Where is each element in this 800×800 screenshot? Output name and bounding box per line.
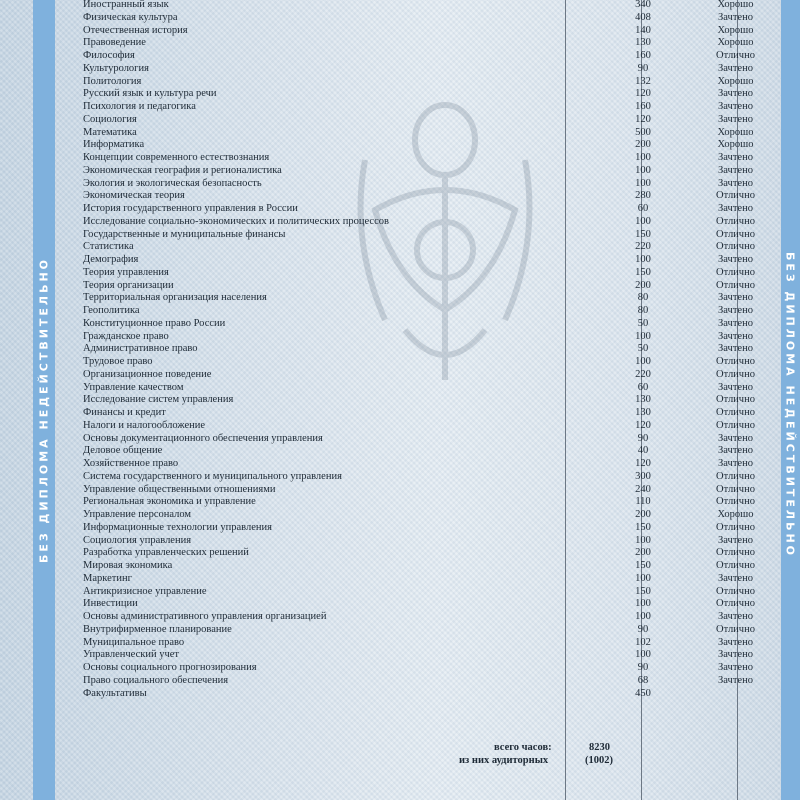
subject-grade: Зачтено xyxy=(718,292,753,304)
subject-name: Управление общественными отношениями xyxy=(83,483,276,495)
subject-grade: Отлично xyxy=(716,50,755,61)
subject-hours: 100 xyxy=(635,177,651,189)
subject-hours: 100 xyxy=(635,330,651,342)
subject-name: Русский язык и культура речи xyxy=(83,88,217,100)
total-hours-value: 8230 xyxy=(589,742,610,753)
subject-hours: 100 xyxy=(635,215,651,227)
subject-name: Философия xyxy=(83,50,135,61)
table-row xyxy=(83,280,783,293)
subject-grade: Зачтено xyxy=(718,177,753,189)
subject-name: Социология управления xyxy=(83,534,192,546)
table-row xyxy=(83,509,783,522)
subject-grade: Зачтено xyxy=(718,445,753,457)
subject-name: Основы документационного обеспечения управления xyxy=(83,432,323,444)
subject-name: Физическая культура xyxy=(83,11,178,23)
subject-grade: Отлично xyxy=(716,266,755,278)
subject-grade: Отлично xyxy=(716,407,755,418)
subject-hours: 130 xyxy=(635,407,651,418)
subject-name: Основы административного управления организацией xyxy=(83,611,327,622)
subject-hours: 90 xyxy=(637,432,649,444)
subject-name: Экономическая география и регионалистика xyxy=(83,164,282,176)
subject-hours: 60 xyxy=(637,381,649,393)
subject-name: Управление персоналом xyxy=(83,509,192,520)
subject-grade: Зачтено xyxy=(718,611,753,622)
subject-grade: Зачтено xyxy=(718,534,753,546)
subject-hours: 160 xyxy=(635,50,651,61)
subject-hours: 80 xyxy=(637,292,649,304)
subject-name: Статистика xyxy=(83,241,134,253)
subject-grade: Отлично xyxy=(716,190,755,202)
subject-grade: Отлично xyxy=(716,560,755,571)
subject-name: Экономическая теория xyxy=(83,190,185,202)
subject-name: Основы социального прогнозирования xyxy=(83,662,257,673)
subject-name: Психология и педагогика xyxy=(83,101,196,112)
subject-name: Региональная экономика и управление xyxy=(83,496,256,508)
table-row xyxy=(83,241,783,254)
subject-name: Информатика xyxy=(83,139,145,151)
subject-name: Финансы и кредит xyxy=(83,407,166,418)
subject-hours: 100 xyxy=(635,611,651,622)
subject-grade: Зачтено xyxy=(718,662,753,673)
subject-grade: Зачтено xyxy=(718,432,753,444)
table-row xyxy=(83,267,783,280)
subject-hours: 408 xyxy=(635,11,651,23)
subject-grade: Зачтено xyxy=(718,11,753,23)
subject-grade: Отлично xyxy=(716,241,755,253)
subject-name: Правоведение xyxy=(83,37,146,49)
subject-hours: 40 xyxy=(637,445,649,457)
subject-name: Математика xyxy=(83,126,137,138)
subject-name: Разработка управленческих решений xyxy=(83,547,249,559)
table-row xyxy=(83,292,783,305)
table-row xyxy=(83,637,783,650)
subject-name: Муниципальное право xyxy=(83,636,185,648)
subject-hours: 90 xyxy=(637,623,649,635)
subject-hours: 160 xyxy=(635,101,651,112)
subject-name: История государственного управления в России xyxy=(83,203,298,214)
subject-name: Теория организации xyxy=(83,279,174,291)
subject-grade: Зачтено xyxy=(718,458,753,469)
subject-hours: 100 xyxy=(635,598,651,610)
subject-grade: Отлично xyxy=(716,368,755,380)
table-row xyxy=(83,25,783,38)
subject-grade: Хорошо xyxy=(717,75,754,87)
table-row xyxy=(83,12,783,25)
subject-hours: 100 xyxy=(635,649,651,661)
table-row xyxy=(83,229,783,242)
subject-hours: 120 xyxy=(635,88,651,100)
subject-hours: 200 xyxy=(635,547,651,559)
table-row xyxy=(83,76,783,89)
subject-hours: 220 xyxy=(635,368,651,380)
subject-grade: Хорошо xyxy=(717,37,754,49)
subject-grade: Хорошо xyxy=(717,24,754,36)
subject-hours: 50 xyxy=(637,317,649,329)
subject-grade: Зачтено xyxy=(718,164,753,176)
subject-name: Политология xyxy=(83,75,142,87)
subject-grade: Зачтено xyxy=(718,152,753,163)
subject-hours: 120 xyxy=(635,113,651,125)
subject-name: Исследование социально-экономических и политических процессов xyxy=(83,215,389,227)
table-row xyxy=(83,216,783,229)
right-strip-text: БЕЗ ДИПЛОМА НЕДЕЙСТВИТЕЛЬНО xyxy=(783,251,797,559)
subject-hours: 120 xyxy=(635,458,651,469)
subject-hours: 110 xyxy=(635,496,651,508)
subject-grade: Зачтено xyxy=(718,62,753,74)
subject-hours: 280 xyxy=(635,190,651,202)
subject-hours: 90 xyxy=(637,62,649,74)
subject-grade: Зачтено xyxy=(718,381,753,393)
subject-hours: 100 xyxy=(635,572,651,584)
subject-hours: 300 xyxy=(635,470,651,482)
subject-name: Факультативы xyxy=(83,687,147,699)
subject-grade: Отлично xyxy=(716,598,755,610)
subject-grade: Отлично xyxy=(716,279,755,291)
subject-name: Гражданское право xyxy=(83,330,169,342)
subject-grade: Зачтено xyxy=(718,674,753,686)
subject-grade: Хорошо xyxy=(717,509,754,520)
subject-hours: 240 xyxy=(635,483,651,495)
subject-grade: Отлично xyxy=(716,419,755,431)
table-row xyxy=(83,114,783,127)
table-row xyxy=(83,484,783,497)
table-row xyxy=(83,356,783,369)
subject-name: Налоги и налогообложение xyxy=(83,419,206,431)
table-row xyxy=(83,598,783,611)
subject-name: Управленческий учет xyxy=(83,649,179,661)
subject-name: Отечественная история xyxy=(83,24,188,36)
table-row xyxy=(83,178,783,191)
subject-name: Государственные и муниципальные финансы xyxy=(83,228,286,240)
subject-grade: Зачтено xyxy=(718,572,753,584)
subject-grade: Зачтено xyxy=(718,88,753,100)
subject-grade: Зачтено xyxy=(718,649,753,661)
subject-grade: Зачтено xyxy=(718,343,753,355)
subject-name: Территориальная организация населения xyxy=(83,292,267,304)
table-row xyxy=(83,152,783,165)
table-row xyxy=(83,471,783,484)
subject-hours: 220 xyxy=(635,241,651,253)
subject-name: Концепции современного естествознания xyxy=(83,152,270,163)
table-row xyxy=(83,37,783,50)
subject-hours: 60 xyxy=(637,203,649,214)
table-row xyxy=(83,101,783,114)
subject-hours: 150 xyxy=(635,228,651,240)
subject-name: Мировая экономика xyxy=(83,560,173,571)
table-row xyxy=(83,496,783,509)
subject-name: Маркетинг xyxy=(83,572,132,584)
table-row xyxy=(83,394,783,407)
subject-grade: Отлично xyxy=(716,483,755,495)
subject-hours: 150 xyxy=(635,585,651,597)
subject-name: Конституционное право России xyxy=(83,317,226,329)
table-row xyxy=(83,573,783,586)
table-row xyxy=(83,433,783,446)
subject-grade: Хорошо xyxy=(717,0,754,10)
subject-name: Информационные технологии управления xyxy=(83,521,272,533)
subject-hours: 50 xyxy=(637,343,649,355)
table-row xyxy=(83,139,783,152)
subject-name: Организационное поведение xyxy=(83,368,212,380)
subject-name: Геополитика xyxy=(83,305,140,316)
subject-name: Социология xyxy=(83,113,137,125)
subject-grade: Зачтено xyxy=(718,330,753,342)
subject-hours: 100 xyxy=(635,152,651,163)
subject-grade: Отлично xyxy=(716,215,755,227)
table-row xyxy=(83,560,783,573)
subject-name: Иностранный язык xyxy=(83,0,169,10)
subject-name: Трудовое право xyxy=(83,356,153,367)
subject-grade: Зачтено xyxy=(718,305,753,316)
subject-hours: 150 xyxy=(635,560,651,571)
subject-name: Демография xyxy=(83,254,139,265)
subject-hours: 100 xyxy=(635,254,651,265)
subject-name: Теория управления xyxy=(83,266,169,278)
table-row xyxy=(83,420,783,433)
subject-grade: Хорошо xyxy=(717,126,754,138)
subject-hours: 150 xyxy=(635,521,651,533)
subject-hours: 100 xyxy=(635,356,651,367)
table-row xyxy=(83,675,783,688)
subject-hours: 132 xyxy=(635,75,651,87)
table-row xyxy=(83,369,783,382)
subject-name: Исследование систем управления xyxy=(83,394,234,406)
subject-hours: 200 xyxy=(635,139,651,151)
table-row xyxy=(83,522,783,535)
subject-grade: Отлично xyxy=(716,394,755,406)
table-row xyxy=(83,50,783,63)
subject-hours: 100 xyxy=(635,164,651,176)
table-row xyxy=(83,190,783,203)
subject-name: Внутрифирменное планирование xyxy=(83,623,232,635)
subject-grade: Отлично xyxy=(716,547,755,559)
table-row xyxy=(83,535,783,548)
subject-hours: 80 xyxy=(637,305,649,316)
subject-hours: 500 xyxy=(635,126,651,138)
table-row xyxy=(83,88,783,101)
auditorium-hours-label: из них аудиторных xyxy=(459,755,549,766)
subject-grade: Хорошо xyxy=(717,139,754,151)
subject-grade: Отлично xyxy=(716,623,755,635)
table-row xyxy=(83,254,783,267)
subject-grade: Зачтено xyxy=(718,254,753,265)
table-row xyxy=(83,203,783,216)
subject-name: Инвестиции xyxy=(83,598,138,610)
subject-grade: Отлично xyxy=(716,470,755,482)
subject-hours: 200 xyxy=(635,509,651,520)
subject-grade: Отлично xyxy=(716,228,755,240)
subject-hours: 100 xyxy=(635,534,651,546)
table-row xyxy=(83,547,783,560)
subject-grade: Зачтено xyxy=(718,113,753,125)
subject-grade: Зачтено xyxy=(718,203,753,214)
table-row xyxy=(83,63,783,76)
auditorium-hours-value: (1002) xyxy=(585,755,613,766)
subject-hours: 68 xyxy=(637,674,649,686)
subject-name: Экология и экологическая безопасность xyxy=(83,177,262,189)
subject-hours: 450 xyxy=(635,687,651,699)
table-row xyxy=(83,458,783,471)
subject-hours: 140 xyxy=(635,24,651,36)
table-row xyxy=(83,445,783,458)
subject-grade: Отлично xyxy=(716,521,755,533)
subject-hours: 130 xyxy=(635,394,651,406)
subject-name: Хозяйственное право xyxy=(83,458,179,469)
subject-name: Деловое общение xyxy=(83,445,163,457)
subject-name: Административное право xyxy=(83,343,198,355)
subject-hours: 340 xyxy=(635,0,651,10)
subject-hours: 130 xyxy=(635,37,651,49)
subject-hours: 120 xyxy=(635,419,651,431)
subject-hours: 150 xyxy=(635,266,651,278)
subject-hours: 90 xyxy=(637,662,649,673)
table-row xyxy=(83,382,783,395)
table-row xyxy=(83,688,783,701)
table-row xyxy=(83,407,783,420)
subject-hours: 102 xyxy=(635,636,651,648)
subject-name: Право социального обеспечения xyxy=(83,674,229,686)
total-hours-label: всего часов: xyxy=(494,742,552,753)
table-row xyxy=(83,611,783,624)
table-row xyxy=(83,331,783,344)
table-row xyxy=(83,0,783,12)
table-row xyxy=(83,586,783,599)
subject-name: Управление качеством xyxy=(83,381,184,393)
table-row xyxy=(83,127,783,140)
table-row xyxy=(83,165,783,178)
subject-name: Антикризисное управление xyxy=(83,585,207,597)
left-strip-text: БЕЗ ДИПЛОМА НЕДЕЙСТВИТЕЛЬНО xyxy=(37,256,51,564)
table-row xyxy=(83,318,783,331)
table-row xyxy=(83,624,783,637)
table-row xyxy=(83,662,783,675)
subject-grade: Зачтено xyxy=(718,101,753,112)
subject-grade: Отлично xyxy=(716,356,755,367)
subject-grade: Отлично xyxy=(716,496,755,508)
subject-grade: Отлично xyxy=(716,585,755,597)
subject-hours: 200 xyxy=(635,279,651,291)
table-row xyxy=(83,305,783,318)
table-row xyxy=(83,649,783,662)
subject-grade: Зачтено xyxy=(718,636,753,648)
subject-grade: Зачтено xyxy=(718,317,753,329)
subject-name: Система государственного и муниципального управления xyxy=(83,470,342,482)
table-row xyxy=(83,343,783,356)
subject-name: Культурология xyxy=(83,62,149,74)
subjects-table xyxy=(83,0,783,700)
